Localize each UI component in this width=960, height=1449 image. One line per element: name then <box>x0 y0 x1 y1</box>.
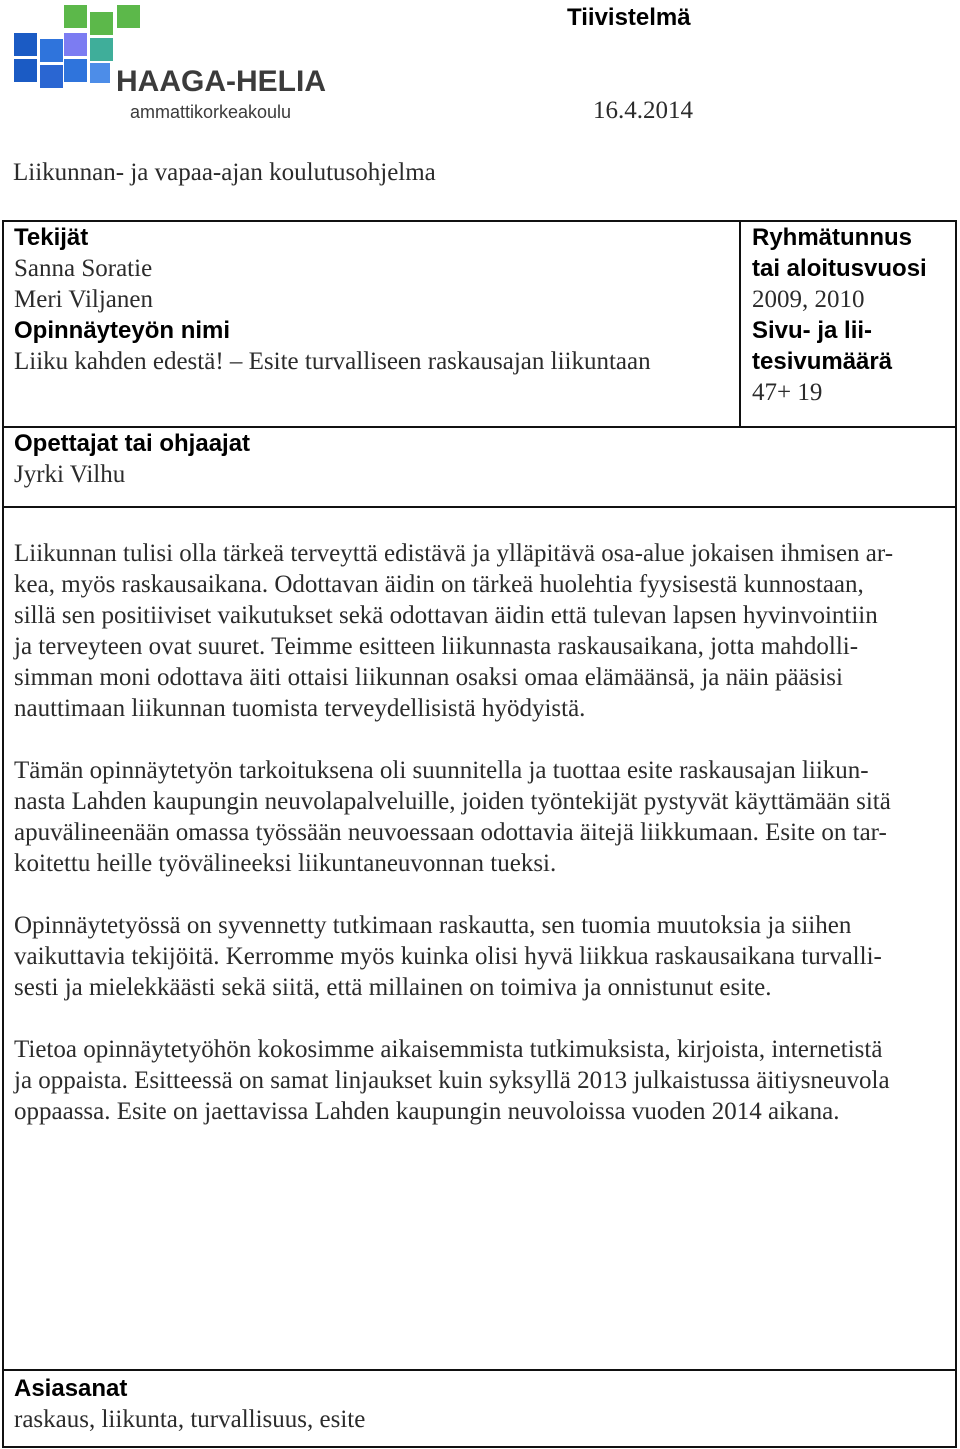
text-line: sesti ja mielekkäästi sekä siitä, että millainen on toimiva ja onnistunut esite. <box>14 974 772 1001</box>
logo-square <box>64 59 87 82</box>
author-name: Meri Viljanen <box>14 286 153 313</box>
row-divider <box>2 506 957 508</box>
pages-label: Sivu- ja lii- <box>752 317 873 344</box>
abstract-paragraph <box>14 910 893 1003</box>
text-line: Liikunnan tulisi olla tärkeä terveyttä edistävä ja ylläpitävä osa-alue jokaisen ihmisen ar- <box>14 540 894 567</box>
author-name: Sanna Soratie <box>14 255 153 282</box>
logo-square <box>40 39 63 62</box>
document-date: 16.4.2014 <box>593 97 693 124</box>
keywords-label: Asiasanat <box>14 1375 128 1402</box>
text-line: ja oppaista. Esitteessä on samat linjaukset kuin syksyllä 2013 julkaistussa äitiysneuvola <box>14 1067 890 1094</box>
text-line: oppaassa. Esite on jaettavissa Lahden kaupungin neuvoloissa vuoden 2014 aikana. <box>14 1098 840 1125</box>
abstract-paragraph <box>14 1034 893 1127</box>
authors-label: Tekijät <box>14 224 89 251</box>
text-line: sillä sen positiiviset vaikutukset sekä odottavan äidin että tulevan lapsen hyvinvointiin <box>14 602 878 629</box>
pages-label: tesivumäärä <box>752 348 893 375</box>
text-line: Tietoa opinnäytetyöhön kokosimme aikaisemmista tutkimuksista, kirjoista, internetistä <box>14 1036 883 1063</box>
text-line: Opinnäytetyössä on syvennetty tutkimaan raskautta, sen tuomia muutoksia ja siihen <box>14 912 852 939</box>
row-divider <box>2 1369 957 1371</box>
logo-square <box>14 33 37 56</box>
thesis-title-label: Opinnäyteyön nimi <box>14 317 231 344</box>
logo-square <box>117 5 140 28</box>
pages-value: 47+ 19 <box>752 379 823 406</box>
logo-square <box>40 65 63 88</box>
text-line: koitettu heille työvälineeksi liikuntaneuvonnan tueksi. <box>14 850 557 877</box>
keywords-value: raskaus, liikunta, turvallisuus, esite <box>14 1406 366 1433</box>
supervisors-label: Opettajat tai ohjaajat <box>14 430 251 457</box>
text-line: simman moni odottava äiti ottaisi liikunnan osaksi omaa elämäänsä, ja näin pääsisi <box>14 664 843 691</box>
text-line: vaikuttavia tekijöitä. Kerromme myös kuinka olisi hyvä liikkua raskausaikana turvalli- <box>14 943 882 970</box>
logo-square <box>90 12 113 35</box>
degree-programme: Liikunnan- ja vapaa-ajan koulutusohjelma <box>13 159 436 186</box>
logo-square <box>90 38 113 61</box>
text-line: Tämän opinnäytetyön tarkoituksena oli suunnitella ja tuottaa esite raskausajan liikun- <box>14 757 869 784</box>
group-label: Ryhmätunnus <box>752 224 913 251</box>
text-line: kea, myös raskausaikana. Odottavan äidin on tärkeä huolehtia fyysisestä kunnostaan, <box>14 571 864 598</box>
logo-tagline: ammattikorkeakoulu <box>130 102 292 122</box>
logo-square <box>64 5 87 28</box>
logo-square <box>90 63 110 83</box>
thesis-title: Liiku kahden edestä! – Esite turvalliseen raskausajan liikuntaan <box>14 348 651 375</box>
column-divider <box>739 220 741 428</box>
text-line: apuvälineenään omassa työssään neuvoessaan odottavia äitejä liikkumaan. Esite on tar- <box>14 819 887 846</box>
logo-wordmark: HAAGA-HELIA <box>116 65 326 98</box>
institution-logo <box>0 0 340 125</box>
logo-square <box>14 59 37 82</box>
abstract-paragraph <box>14 538 893 724</box>
abstract-body <box>14 538 893 1127</box>
group-label: tai aloitusvuosi <box>752 255 927 282</box>
abstract-paragraph <box>14 755 893 879</box>
group-value: 2009, 2010 <box>752 286 865 313</box>
text-line: nauttimaan liikunnan tuomista terveydellisistä hyödyistä. <box>14 695 586 722</box>
document-type: Tiivistelmä <box>567 4 691 31</box>
supervisors-cell <box>14 428 250 490</box>
logo-square <box>64 33 87 56</box>
authors-title-cell <box>14 222 651 377</box>
text-line: nasta Lahden kaupungin neuvolapalveluille, joiden työntekijät pystyvät käyttämään sitä <box>14 788 891 815</box>
group-pages-cell <box>752 222 927 408</box>
text-line: ja terveyteen ovat suuret. Teimme esitteen liikunnasta raskausaikana, jotta mahdolli- <box>14 633 859 660</box>
keywords-cell <box>14 1373 365 1435</box>
supervisor-name: Jyrki Vilhu <box>14 461 126 488</box>
